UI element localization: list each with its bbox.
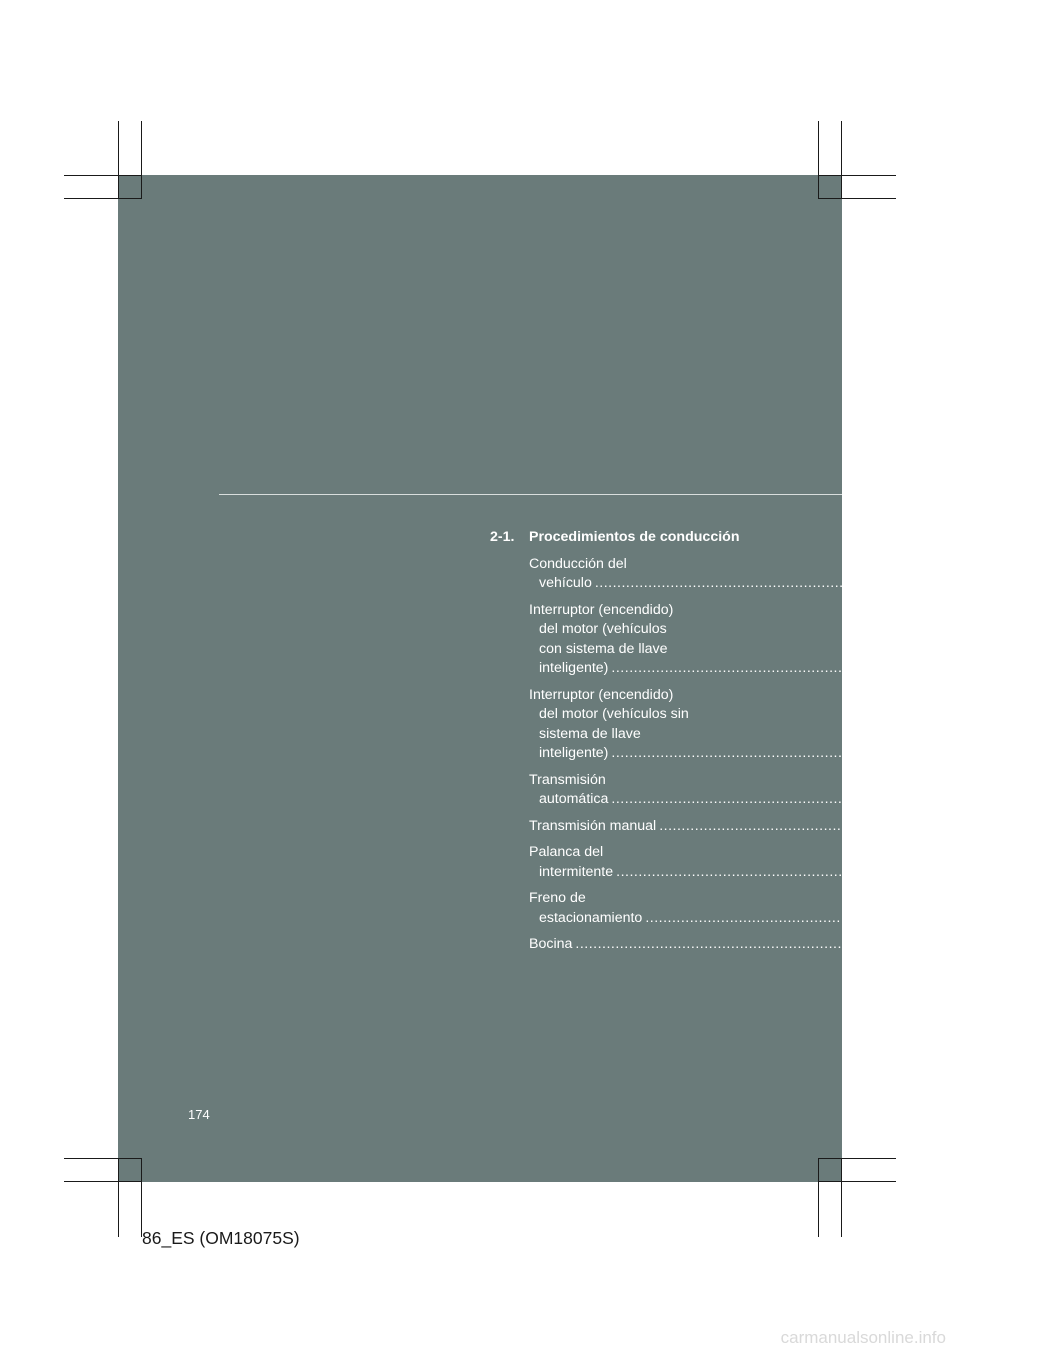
- toc-entry-last-line: [529, 744, 995, 764]
- crop-mark: [818, 1158, 896, 1159]
- toc-entry[interactable]: [529, 686, 995, 764]
- dot-leader: ................................................................................: [616, 863, 972, 880]
- toc-entry[interactable]: [529, 555, 978, 594]
- toc-entry-page: 176: [954, 575, 978, 591]
- toc-entry-line: Freno de: [529, 890, 586, 906]
- crop-mark: [818, 198, 896, 199]
- toc-entry-line: inteligente): [539, 660, 609, 676]
- crop-mark: [841, 1159, 842, 1237]
- toc-entry-line: sistema de llave: [539, 725, 641, 742]
- toc-entry-line: vehículo: [539, 575, 592, 591]
- crop-mark: [141, 121, 142, 199]
- dot-leader: ................................................................................: [611, 791, 967, 807]
- toc-entry-line: Interruptor (encendido): [529, 686, 674, 703]
- toc-entry-line: Transmisión: [529, 771, 606, 788]
- toc-entry-last-line: [529, 817, 1042, 837]
- toc-entries: [490, 555, 1042, 955]
- toc-entry-page: 221: [975, 863, 1000, 880]
- dot-leader: ................................................................................: [659, 817, 1015, 834]
- toc-entry-last-line: [529, 909, 1029, 929]
- toc-entry[interactable]: [529, 817, 1042, 837]
- toc-entry-last-line: [529, 659, 995, 679]
- toc-entry-line: Transmisión manual: [529, 817, 657, 834]
- toc-entry[interactable]: [529, 843, 1000, 882]
- section-title: Procedimientos de conducción: [529, 529, 740, 545]
- dot-leader: ................................................................................: [611, 660, 967, 676]
- crop-mark: [818, 1159, 819, 1237]
- toc-entry-page: 202: [970, 745, 995, 761]
- toc-entry-line: Interruptor (encendido): [529, 601, 674, 618]
- toc-entry[interactable]: [529, 889, 1029, 928]
- horizontal-rule: [219, 494, 842, 495]
- toc-entry-line: Bocina: [529, 936, 573, 952]
- watermark: carmanualsonline.info: [780, 1328, 946, 1347]
- crop-mark: [64, 175, 142, 176]
- toc-entry-line: Palanca del: [529, 844, 604, 860]
- page-number: 174: [188, 1107, 210, 1122]
- section-number: 2-1.: [490, 529, 515, 545]
- toc-entry-last-line: [529, 574, 978, 594]
- table-of-contents: [490, 528, 1042, 962]
- toc-entry-line: inteligente): [539, 745, 609, 761]
- crop-mark: [818, 121, 819, 199]
- crop-mark: [818, 175, 896, 176]
- crop-mark: [118, 121, 119, 199]
- toc-entry-line: estacionamiento: [539, 909, 643, 926]
- crop-mark: [64, 1158, 142, 1159]
- toc-entry-page: 223: [934, 936, 959, 952]
- dot-leader: ................................................................................: [594, 575, 951, 591]
- crop-mark: [64, 1181, 142, 1182]
- toc-entry-page: 193: [970, 660, 995, 676]
- dot-leader: ................................................................................: [575, 936, 931, 952]
- toc-entry-page: 216: [1018, 817, 1042, 834]
- toc-entry-line: intermitente: [539, 863, 614, 880]
- dot-leader: ................................................................................: [611, 745, 967, 761]
- crop-mark: [818, 1181, 896, 1182]
- toc-entry-line: Conducción del: [529, 555, 627, 572]
- toc-entry[interactable]: [529, 601, 995, 679]
- toc-entry-last-line: [529, 863, 1000, 883]
- dot-leader: ................................................................................: [645, 909, 1001, 926]
- toc-entry-line: con sistema de llave: [539, 640, 668, 657]
- footer-document-code: 86_ES (OM18075S): [142, 1228, 300, 1248]
- toc-entry-last-line: [529, 935, 959, 955]
- toc-entry[interactable]: [529, 935, 959, 955]
- toc-entry[interactable]: [529, 771, 995, 810]
- toc-entry-line: del motor (vehículos: [539, 621, 667, 637]
- toc-entry-line: automática: [539, 791, 609, 807]
- toc-entry-page: 207: [970, 791, 995, 807]
- toc-entry-page: 222: [1004, 909, 1029, 926]
- toc-entry-last-line: [529, 790, 995, 810]
- toc-entry-line: del motor (vehículos sin: [539, 706, 689, 722]
- crop-mark: [841, 121, 842, 199]
- section-heading: [490, 528, 740, 548]
- crop-mark: [118, 1159, 119, 1237]
- crop-mark: [141, 1159, 142, 1237]
- crop-mark: [64, 198, 142, 199]
